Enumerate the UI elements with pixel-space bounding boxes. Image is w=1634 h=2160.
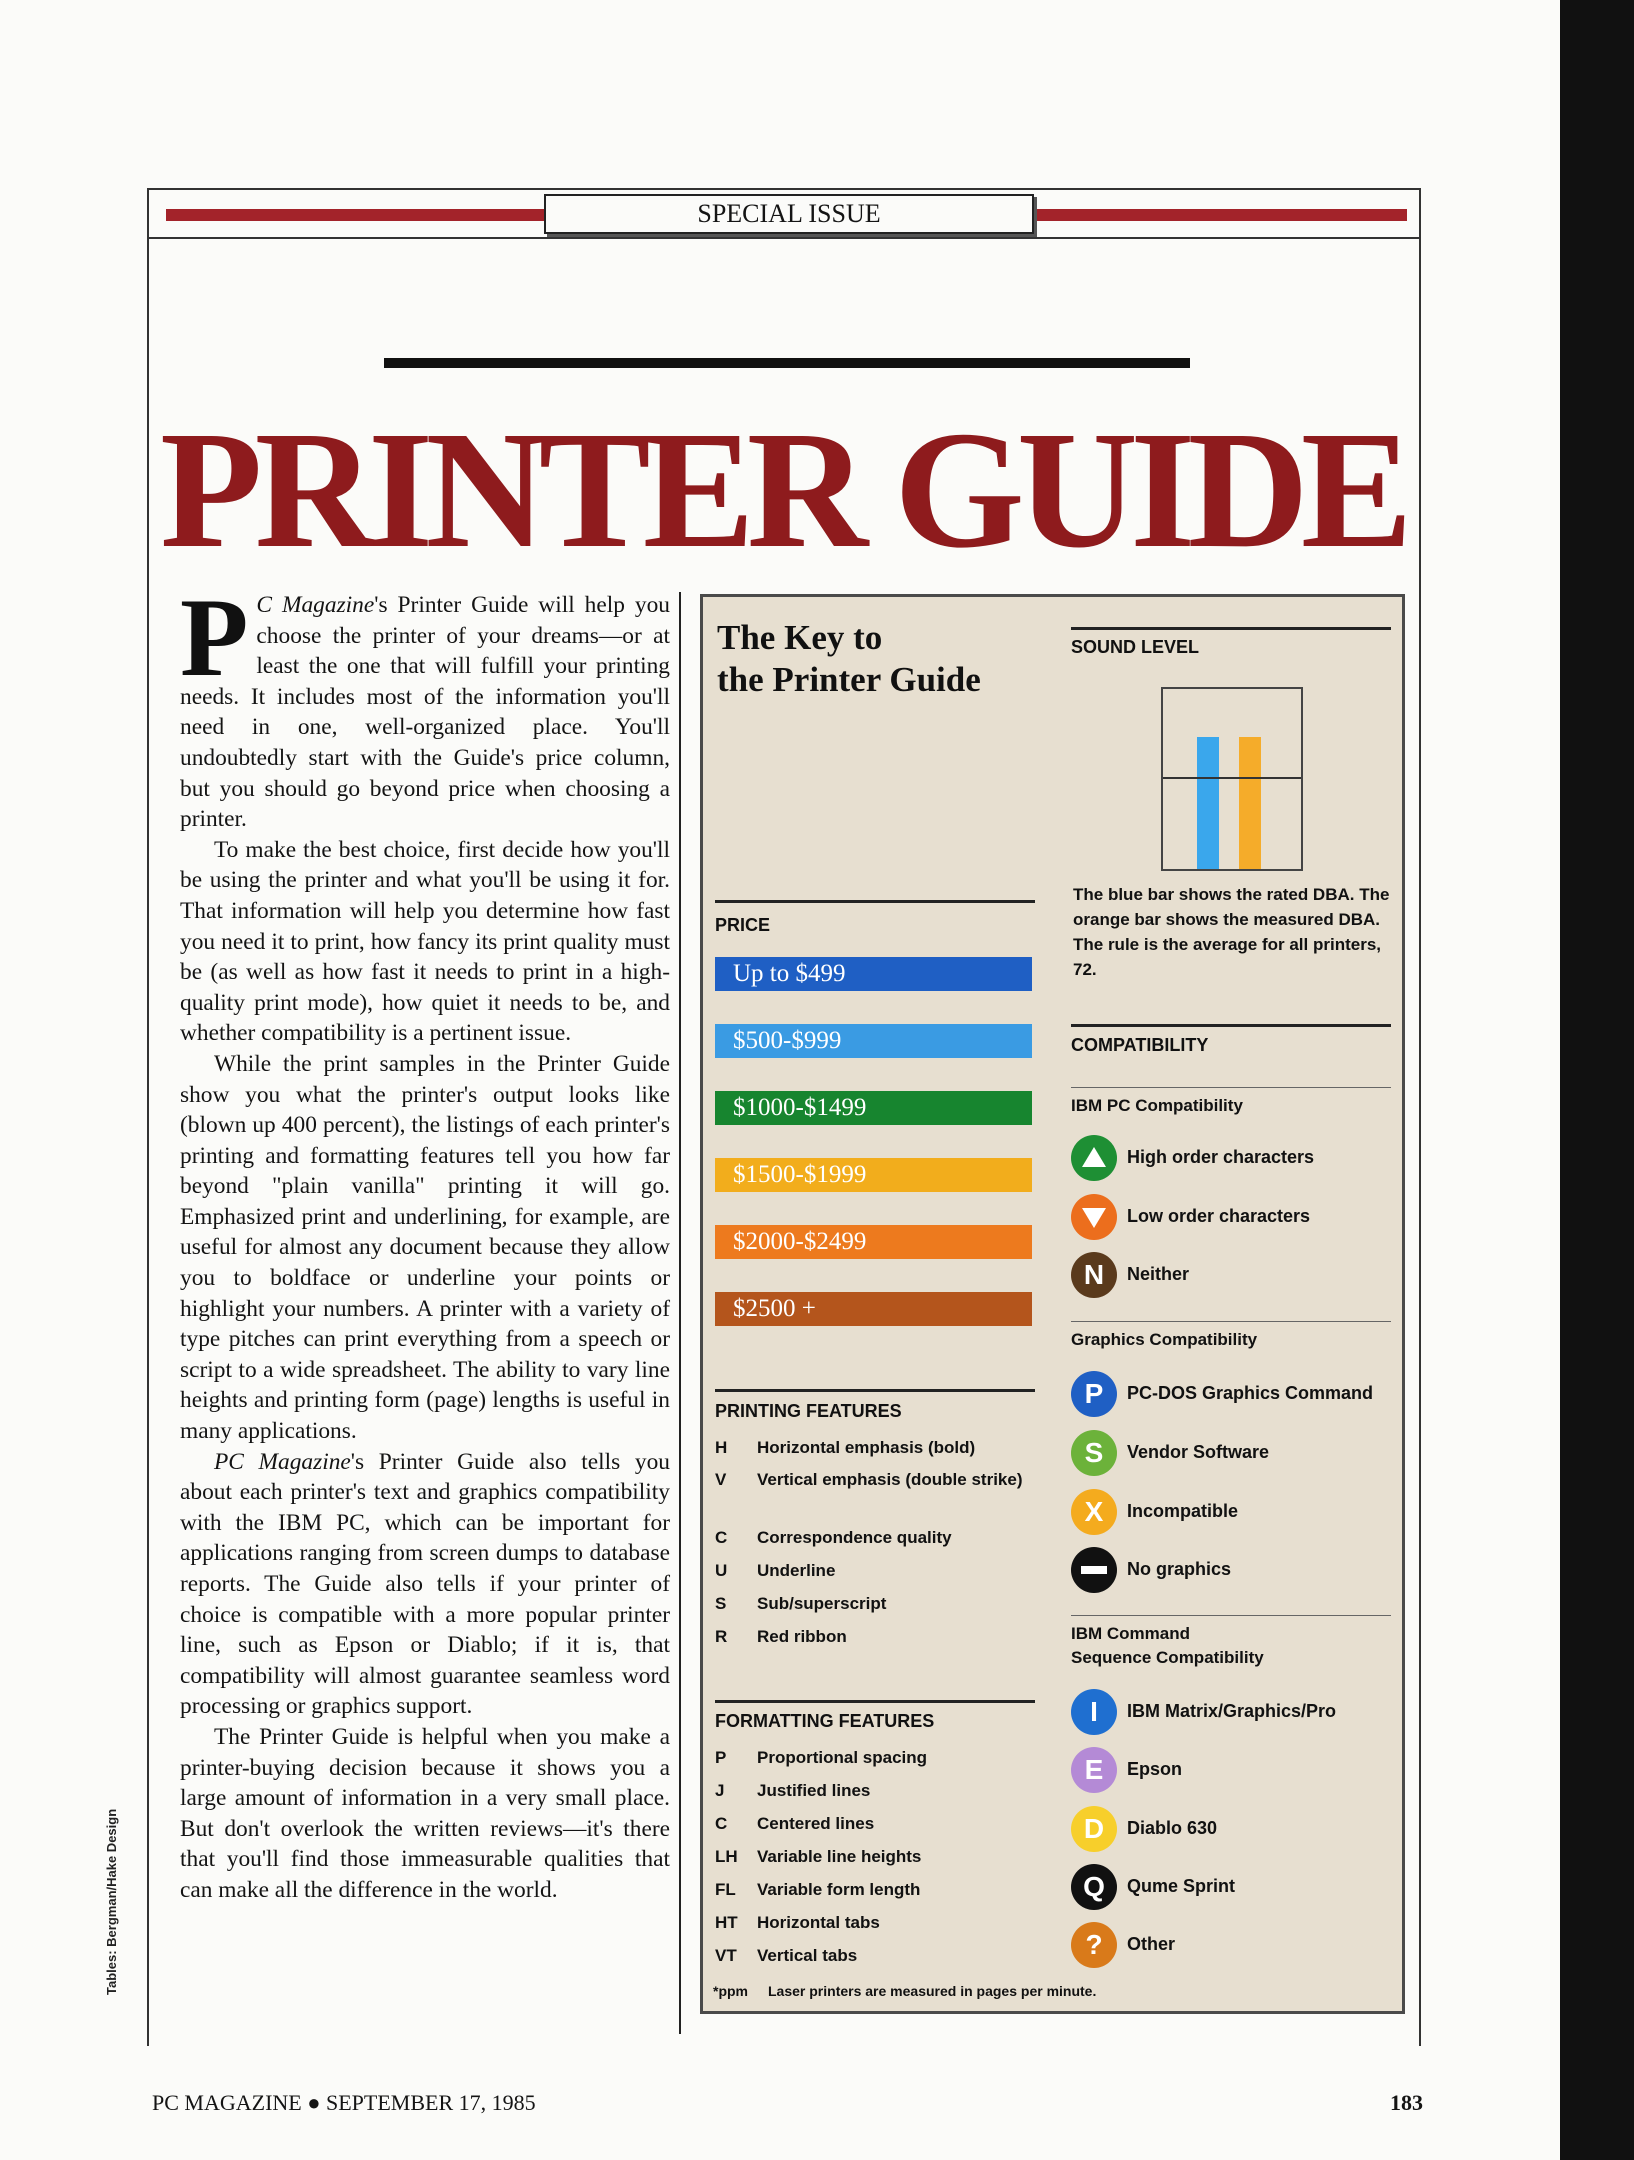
feature-description: Horizontal emphasis (bold) [757,1438,976,1457]
feature-row [715,1747,1035,1769]
sound-level-description: The blue bar shows the rated DBA. The orange bar shows the measured DBA. The rule is the average for all printers, 72. [1073,885,1390,979]
legend-label: PC-DOS Graphics Command [1127,1383,1374,1403]
article-paragraph-2: To make the best choice, first decide how you'll be using the printer and what you'll be using it for. That information will help you determine how fast you need it to print, how fancy its print quality must be (as well as how fast it needs to print in a high-quality print mode), how quiet it needs to be, and whether compatibility is a pertinent issue. [180,836,670,1047]
legend-label: High order characters [1127,1147,1315,1167]
footnote: *ppm Laser printers are measured in pages per minute. [713,1983,1097,1999]
article-body [180,576,670,1906]
scan-edge [1560,0,1634,2160]
sound-level-label: SOUND LEVEL [1071,637,1200,657]
symbol-q-icon: Q [1071,1864,1117,1910]
feature-code: V [715,1470,727,1489]
feature-row [715,1780,1035,1802]
price-range-bar: $2000-$2499 [715,1225,1032,1259]
feature-description: Variable form length [757,1880,921,1899]
price-rule [715,900,1035,903]
feature-row [715,1527,1035,1549]
feature-code: H [715,1438,728,1457]
feature-description: Proportional spacing [757,1748,928,1767]
graphics-compat-rule [1071,1321,1391,1322]
legend-label: Epson [1127,1759,1183,1779]
legend-label: Diablo 630 [1127,1818,1218,1838]
average-dba-rule [1163,777,1301,779]
graphics-compat-label: Graphics Compatibility [1071,1330,1258,1349]
legend-label: No graphics [1127,1559,1232,1579]
feature-code: S [715,1594,727,1613]
legend-label: Low order characters [1127,1206,1311,1226]
article-paragraph-5: The Printer Guide is helpful when you make a printer-buying decision because it shows you a large amount of information in a very small place. But don't overlook the written reviews—it's there that you'll find those immeasurable qualities that can make all the difference in the world. [180,1723,670,1903]
magazine-name: C Magazine [256,592,375,618]
drop-cap: P [180,576,249,700]
symbol-s-icon: S [1071,1430,1117,1476]
measured-dba-bar [1239,737,1261,869]
feature-description: Underline [757,1561,836,1580]
feature-code: VT [715,1946,737,1965]
triangle-up-shape [1082,1147,1106,1167]
ibm-compat-rule [1071,1087,1391,1088]
feature-code: J [715,1781,725,1800]
feature-row [715,1945,1035,1967]
feature-code: LH [715,1847,738,1866]
symbol-triangle-up-icon [1071,1135,1117,1181]
legend-label: Incompatible [1127,1501,1239,1521]
price-range-bar: $1000-$1499 [715,1091,1032,1125]
article-paragraph-4: PC Magazine's Printer Guide also tells you about each printer's text and graphics compatibility with the IBM PC, which can be important for applications ranging from screen dumps to database reports. The Guide also tells if your printer of choice is compatible with a more popular printer line, such as Epson or Diablo; if it is, that compatibility will almost guarantee seamless word processing or graphics support. [180,1448,670,1720]
legend-label: Neither [1127,1264,1190,1284]
sound-meter [1161,687,1303,871]
formatting-rule [715,1700,1035,1703]
feature-code: C [715,1814,728,1833]
price-label: PRICE [715,915,771,935]
feature-code: U [715,1561,728,1580]
feature-row [715,1560,1035,1582]
key-title: The Key to the Printer Guide [717,618,981,699]
feature-description: Justified lines [757,1781,871,1800]
feature-description: Correspondence quality [757,1528,952,1547]
footer-publication: PC MAGAZINE ● SEPTEMBER 17, 1985 [152,2090,536,2115]
legend-label: Vendor Software [1127,1442,1270,1462]
header-rule [147,237,1421,239]
feature-code: FL [715,1880,736,1899]
feature-row [715,1879,1035,1901]
header-bar-right [1030,209,1407,221]
feature-description: Vertical emphasis (double strike) [757,1470,1023,1489]
price-range-bar: $1500-$1999 [715,1158,1032,1192]
feature-code: HT [715,1913,738,1932]
rated-dba-bar [1197,737,1219,869]
design-credit: Tables: Bergman/Hake Design [104,1808,119,1995]
printing-features-label: PRINTING FEATURES [715,1401,902,1421]
price-range-bar: $500-$999 [715,1024,1032,1058]
column-rule [679,592,681,2034]
symbol-p-icon: P [1071,1371,1117,1417]
article-paragraph-1: P C Magazine's Printer Guide will help you choose the printer of your dreams—or at least the one that will fulfill your printing needs. It includes most of the information you'll need in one, well-organized place. You'll undoubtedly start with the Guide's price column, but you should go beyond price when choosing a printer. [180,576,670,833]
ibm-compat-label: IBM PC Compatibility [1071,1096,1243,1115]
key-panel [700,594,1405,2014]
symbol-question-icon: ? [1071,1922,1117,1968]
symbol-dash-icon [1071,1547,1117,1593]
title-rule [384,358,1190,368]
dash-shape [1081,1566,1107,1574]
feature-row [715,1593,1035,1615]
page-number: 183 [1390,2090,1423,2115]
symbol-i-icon: I [1071,1689,1117,1735]
feature-row [715,1846,1035,1868]
page-title: PRINTER GUIDE [160,397,1405,583]
feature-description: Variable line heights [757,1847,922,1866]
compatibility-label: COMPATIBILITY [1071,1035,1209,1055]
feature-row [715,1813,1035,1835]
feature-description: Red ribbon [757,1627,847,1646]
sound-rule [1071,627,1391,630]
triangle-down-shape [1082,1208,1106,1228]
legend-label: IBM Matrix/Graphics/Pro [1127,1701,1337,1721]
price-range-bar: Up to $499 [715,957,1032,991]
feature-code: C [715,1528,728,1547]
symbol-d-icon: D [1071,1806,1117,1852]
symbol-e-icon: E [1071,1747,1117,1793]
feature-row [715,1912,1035,1934]
feature-row [715,1626,1035,1648]
header-bar-left [166,209,546,221]
feature-row [715,1437,1035,1459]
command-compat-label: IBM Command Sequence Compatibility [1071,1624,1264,1667]
feature-row [715,1469,1035,1491]
command-compat-rule [1071,1615,1391,1616]
legend-label: Qume Sprint [1127,1876,1236,1896]
printing-rule [715,1389,1035,1392]
special-issue-label: SPECIAL ISSUE [544,194,1034,234]
feature-code: R [715,1627,728,1646]
magazine-name: PC Magazine [214,1448,351,1475]
symbol-x-icon: X [1071,1489,1117,1535]
feature-description: Vertical tabs [757,1946,858,1965]
article-paragraph-3: While the print samples in the Printer Guide show you what the printer's output looks like (blown up 400 percent), the listings of each printer's printing and formatting features tell you how far beyond "plain vanilla" printing it will go. Emphasized print and underlining, for example, are useful for almost any document because they allow you to boldface or underline your points or highlight your numbers. A printer with a variety of type pitches can print everything from a speech or script to a wide spreadsheet. The ability to vary line heights and printing form (page) lengths is useful in many applications. [180,1050,670,1445]
feature-description: Centered lines [757,1814,875,1833]
formatting-features-label: FORMATTING FEATURES [715,1711,935,1731]
compatibility-rule [1071,1024,1391,1027]
feature-code: P [715,1748,727,1767]
symbol-triangle-down-icon [1071,1194,1117,1240]
symbol-n-icon: N [1071,1252,1117,1298]
feature-description: Sub/superscript [757,1594,887,1613]
feature-description: Horizontal tabs [757,1913,880,1932]
price-range-bar: $2500 + [715,1292,1032,1326]
legend-label: Other [1127,1934,1176,1954]
